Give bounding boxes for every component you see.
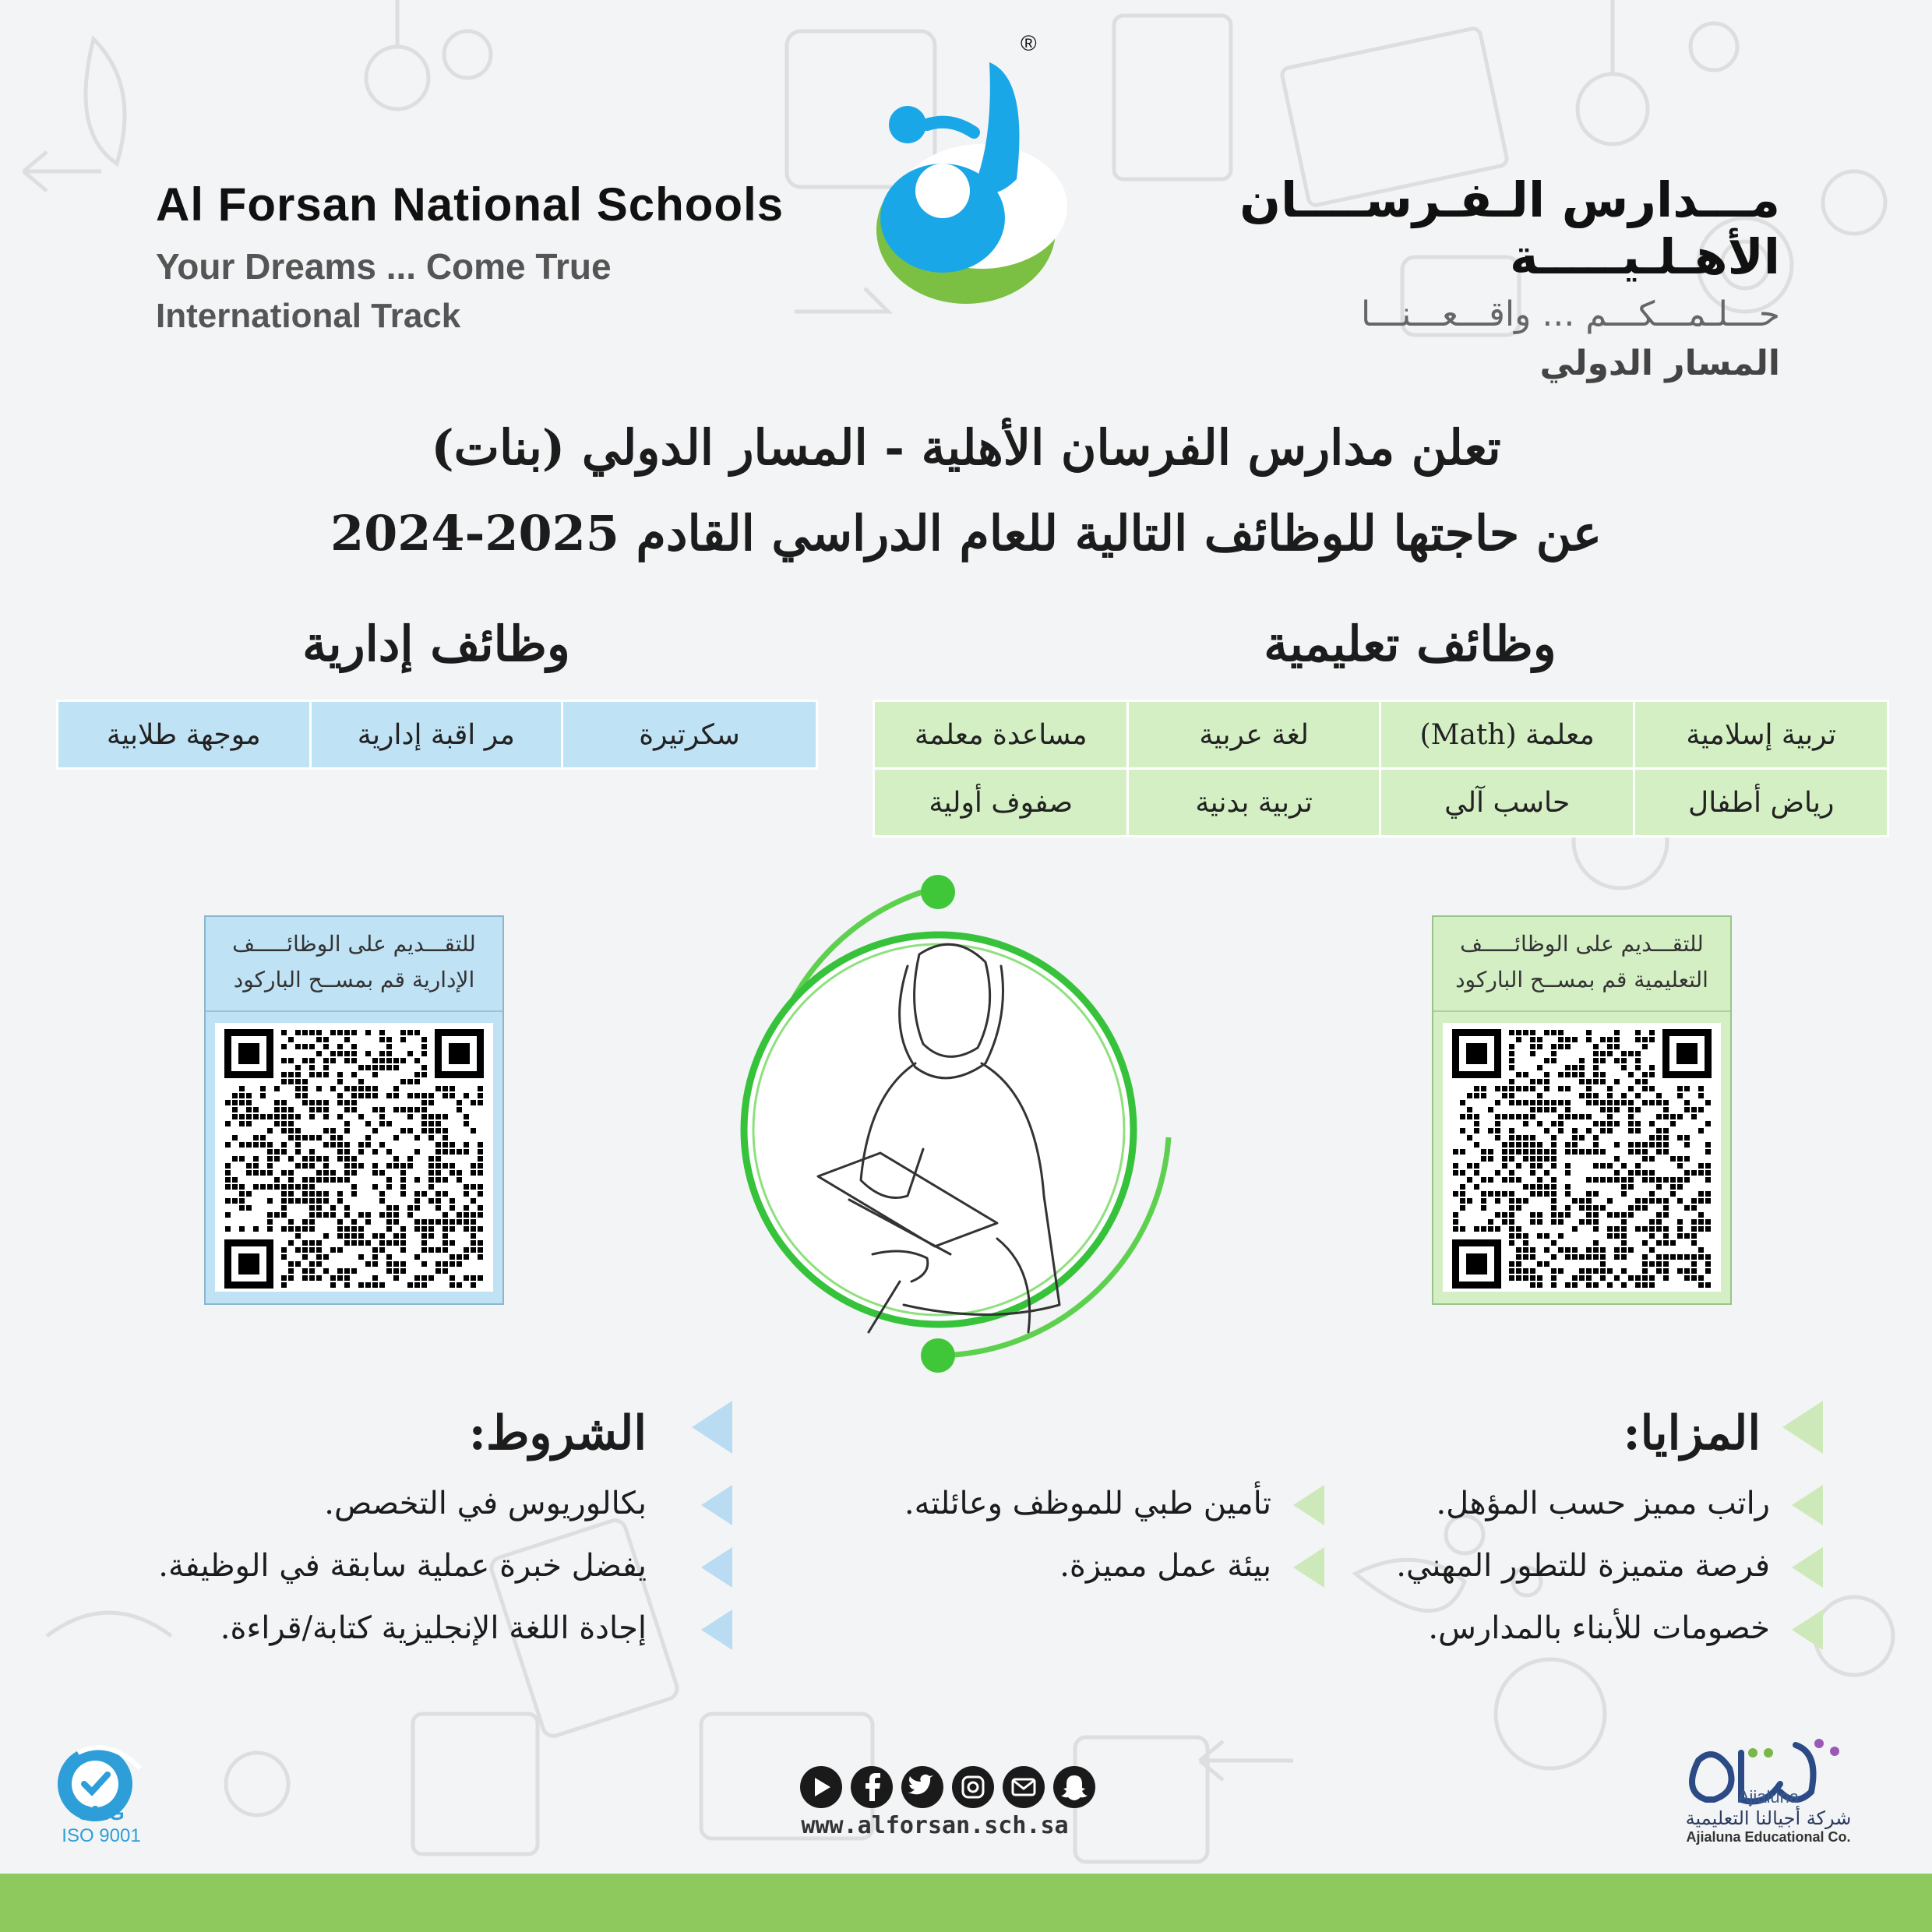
- slogan-ar: حـــلـمـــكـــم ... واقـــعـــنـــا: [1360, 294, 1780, 334]
- iso-brand: SMG: [78, 1801, 125, 1824]
- job-cell: حاسب آلي: [1380, 769, 1634, 837]
- registered-mark: ®: [1021, 31, 1037, 55]
- list-item: [1246, 1472, 1823, 1535]
- job-cell: سكرتيرة: [562, 701, 817, 769]
- table-row: [874, 701, 1888, 769]
- iso-badge-text: [47, 1801, 156, 1847]
- conditions-title: الشروط:: [468, 1406, 647, 1461]
- table-row: [874, 769, 1888, 837]
- qr-card-educational: [1432, 915, 1732, 1305]
- slogan-en: Your Dreams ... Come True: [156, 246, 612, 287]
- qr-card-administrative: [204, 915, 504, 1305]
- administrative-jobs-table: [56, 700, 818, 770]
- headline-line-2: عن حاجتها للوظائف التالية للعام الدراسي القادم 2025-2024: [330, 505, 1602, 562]
- orbit-ball-icon: [921, 875, 955, 909]
- instagram-icon[interactable]: [952, 1766, 994, 1808]
- track-ar: المسار الدولي: [1539, 344, 1780, 383]
- school-name-en: Al Forsan National Schools: [156, 178, 784, 231]
- qr-caption-line: الإدارية قم بمســح الباركود: [233, 967, 475, 992]
- triangle-bullet-icon: [1792, 1609, 1823, 1650]
- brand-english: [156, 178, 857, 336]
- job-cell: موجهة طلابية: [58, 701, 311, 769]
- job-cell: مساعدة معلمة: [874, 701, 1128, 769]
- qr-caption-line: التعليمية قم بمســح الباركود: [1455, 967, 1708, 992]
- orbit-ball-icon: [921, 1338, 955, 1373]
- job-cell: صفوف أولية: [874, 769, 1128, 837]
- job-cell: مر اقبة إدارية: [310, 701, 562, 769]
- list-item: [1246, 1597, 1823, 1659]
- qr-code-graphic: [215, 1023, 493, 1292]
- iso-cert: ISO 9001: [62, 1825, 141, 1846]
- educational-jobs-title: وظائف تعليمية: [1264, 615, 1557, 672]
- job-cell: رياض أطفال: [1634, 769, 1888, 837]
- qr-caption: [206, 917, 502, 1012]
- qr-code-graphic: [1443, 1023, 1721, 1292]
- track-en: International Track: [156, 297, 461, 335]
- list-item: [93, 1472, 732, 1535]
- partner-arabic: شركة أجيالنا التعليمية: [1685, 1807, 1852, 1829]
- headline-line-1: تعلن مدارس الفرسان الأهلية - المسار الدولي (بنات): [431, 419, 1501, 476]
- benefit-text: بيئة عمل مميزة.: [1059, 1548, 1271, 1584]
- announcement-headline: [187, 405, 1745, 576]
- social-icons: [798, 1764, 1109, 1810]
- triangle-bullet-icon: [701, 1485, 732, 1525]
- job-cell: تربية بدنية: [1128, 769, 1380, 837]
- list-item: [93, 1597, 732, 1659]
- conditions-heading: [93, 1394, 732, 1472]
- benefits-title: المزايا:: [1623, 1406, 1761, 1461]
- qr-caption-line: للتقـــديم على الوظائـــــف: [232, 931, 476, 957]
- triangle-bullet-icon: [1293, 1485, 1324, 1525]
- twitter-icon[interactable]: [901, 1766, 943, 1808]
- ajialuna-text: [1652, 1787, 1885, 1846]
- bottom-bar: [0, 1874, 1932, 1932]
- email-icon[interactable]: [1003, 1766, 1045, 1808]
- school-name-ar: مـــدارس الـفـرســــان الأهـلـيـــــة: [1239, 171, 1780, 285]
- job-cell: تربية إسلامية: [1634, 701, 1888, 769]
- qr-code-educational[interactable]: [1443, 1023, 1721, 1292]
- benefits-heading: [1246, 1394, 1823, 1472]
- benefit-text: خصومات للأبناء بالمدارس.: [1428, 1610, 1770, 1646]
- triangle-bullet-icon: [1792, 1547, 1823, 1588]
- benefits-section: [1246, 1394, 1823, 1659]
- brand-arabic: [1079, 171, 1780, 383]
- benefit-text: فرصة متميزة للتطور المهني.: [1396, 1548, 1770, 1584]
- list-item: [1246, 1535, 1823, 1597]
- school-logo: [857, 31, 1091, 327]
- triangle-bullet-icon: [701, 1609, 732, 1650]
- conditions-section: [93, 1394, 732, 1659]
- list-item: [93, 1535, 732, 1597]
- benefit-text: راتب مميز حسب المؤهل.: [1436, 1486, 1770, 1521]
- triangle-bullet-icon: [1792, 1485, 1823, 1525]
- partner-english: Ajialuna Educational Co.: [1686, 1829, 1851, 1845]
- list-item: [810, 1472, 1324, 1535]
- facebook-icon[interactable]: [851, 1766, 893, 1808]
- partner-latin: Ajialuna: [1737, 1787, 1800, 1807]
- condition-text: بكالوريوس في التخصص.: [324, 1486, 647, 1521]
- triangle-bullet-icon: [692, 1401, 732, 1454]
- snapchat-icon[interactable]: [1053, 1766, 1095, 1808]
- qr-caption-line: للتقـــديم على الوظائـــــف: [1460, 931, 1704, 957]
- benefit-text: تأمين طبي للموظف وعائلته.: [904, 1486, 1271, 1521]
- triangle-bullet-icon: [1293, 1547, 1324, 1588]
- qr-caption: [1433, 917, 1730, 1012]
- youtube-icon[interactable]: [800, 1766, 842, 1808]
- educational-jobs-table: [873, 700, 1889, 837]
- triangle-bullet-icon: [701, 1547, 732, 1588]
- condition-text: إجادة اللغة الإنجليزية كتابة/قراءة.: [220, 1610, 647, 1646]
- condition-text: يفضل خبرة عملية سابقة في الوظيفة.: [158, 1548, 647, 1584]
- job-cell: لغة عربية: [1128, 701, 1380, 769]
- administrative-jobs-title: وظائف إدارية: [302, 615, 570, 672]
- job-cell: معلمة (Math): [1380, 701, 1634, 769]
- teacher-illustration: [740, 865, 1192, 1379]
- table-row: [58, 701, 817, 769]
- website-url[interactable]: www.alforsan.sch.sa: [801, 1812, 1069, 1839]
- qr-code-administrative[interactable]: [215, 1023, 493, 1292]
- benefits-section-2: [810, 1472, 1324, 1597]
- triangle-bullet-icon: [1782, 1401, 1823, 1454]
- list-item: [810, 1535, 1324, 1597]
